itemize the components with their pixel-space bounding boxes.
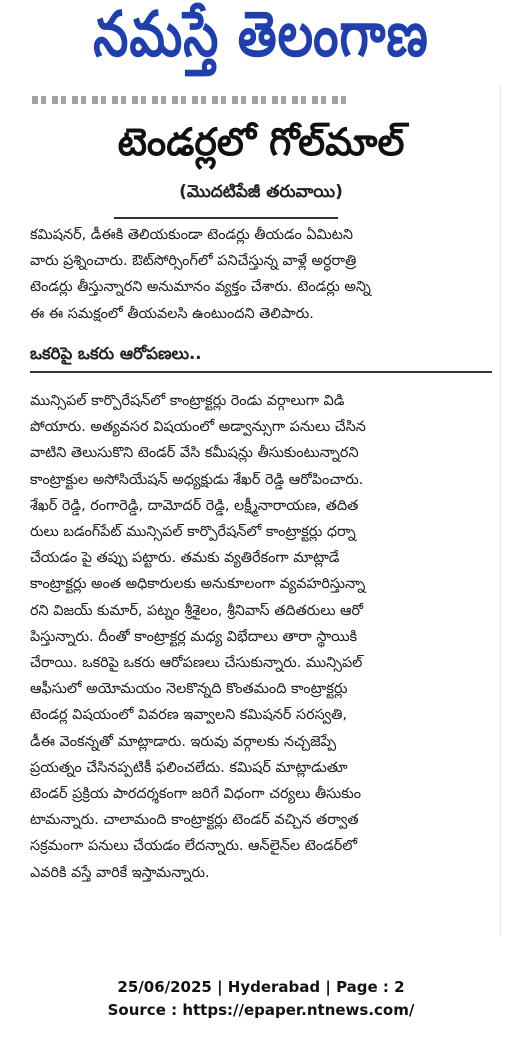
article-clipping	[22, 86, 501, 936]
masthead	[0, 0, 522, 84]
article-headline: టెండర్లలో గోల్‌మాల్	[117, 120, 405, 164]
subheading-divider	[30, 371, 492, 373]
article-paragraph-1: కమిషనర్, డీఈకి తెలియకుండా టెండర్లు తీయడం ఏమిటని వారు ప్రశ్నించారు. ఔట్‌సోర్సింగ్‌లో పనిచేస్తున్న వాళ్లే అర్ధరాత్రి టెండర్లు తీస్తున్నారని అనుమానం వ్యక్తం చేశారు. టెండర్లు అన్ని ఈ ఈ సమక్షంలో తీయవలసి ఉంటుందని తెలిపారు.	[30, 227, 371, 322]
article-paragraph-2: మున్సిపల్ కార్పొరేషన్‌లో కాంట్రాక్టర్లు రెండు వర్గాలుగా విడి పోయారు. అత్యవసర విషయంలో అడ్వాన్సుగా పనులు చేసిన వాటిని తెలుసుకొని టెండర్ వేసి కమీషన్లు తీసుకుంటున్నారని కాంట్రాక్టుల అసోసియేషన్ అధ్యక్షుడు శేఖర్ రెడ్డి ఆరోపించారు. శేఖర్ రెడ్డి, రంగారెడ్డి, దామోదర్ రెడ్డి, లక్ష్మీనారాయణ, తదిత రులు బడంగ్‌పేట్ మున్సిపల్ కార్పొరేషన్‌లో కాంట్రాక్టర్లు ధర్నా చేయడం పై తప్పు పట్టారు. తమకు వ్యతిరేకంగా మాట్లాడే కాంట్రాక్టర్లు అంత అధికారులకు అనుకూలంగా వ్యవహరిస్తున్నా రని విజయ్ కుమార్, పట్నం శ్రీశైలం, శ్రీనివాస్ తదితరులు ఆరో పిస్తున్నారు. దీంతో కాంట్రాక్టర్ల మధ్య విభేదాలు తారా స్థాయికి చేరాయి. ఒకరిపై ఒకరు ఆరోపణలు చేసుకున్నారు. మున్సిపల్ ఆఫీసులో అయోమయం నెలకొన్నది కొంతమంది కాంట్రాక్టర్లు టెండర్ల విషయంలో వివరణ ఇవ్వాలని కమిషనర్ సరస్వతి, డీఈ వెంకన్నతో మాట్లాడారు. ఇరువు వర్గాలకు నచ్చజెప్పే ప్రయత్నం చేసినప్పటికీ ఫలించలేదు. కమిషర్ మాట్లాడుతూ టెండర్ ప్రక్రియ పారదర్శకంగా జరిగే విధంగా చర్యలు తీసుకుం టామన్నారు. చాలామంది కాంట్రాక్టర్లు టెండర్ వచ్చిన తర్వాత సక్రమంగా పనులు చేయడం లేదన్నారు. ఆన్‌లైన్‌ల టెండర్‌లో ఎవరికి వస్తే వారికే ఇస్తామన్నారు.	[30, 393, 366, 881]
headline-divider	[114, 217, 338, 219]
footer-date-line: 25/06/2025 | Hyderabad | Page : 2	[117, 978, 405, 996]
newspaper-logo: నమస్తే తెలంగాణ	[93, 0, 429, 71]
footer-source-line: Source : https://epaper.ntnews.com/	[107, 1001, 415, 1019]
cropped-text-fragment	[32, 90, 352, 104]
article-subheading: ఒకరిపై ఒకరు ఆరోపణలు..	[30, 344, 202, 363]
continued-label: (మొదటిపేజీ తరువాయి)	[179, 182, 343, 202]
